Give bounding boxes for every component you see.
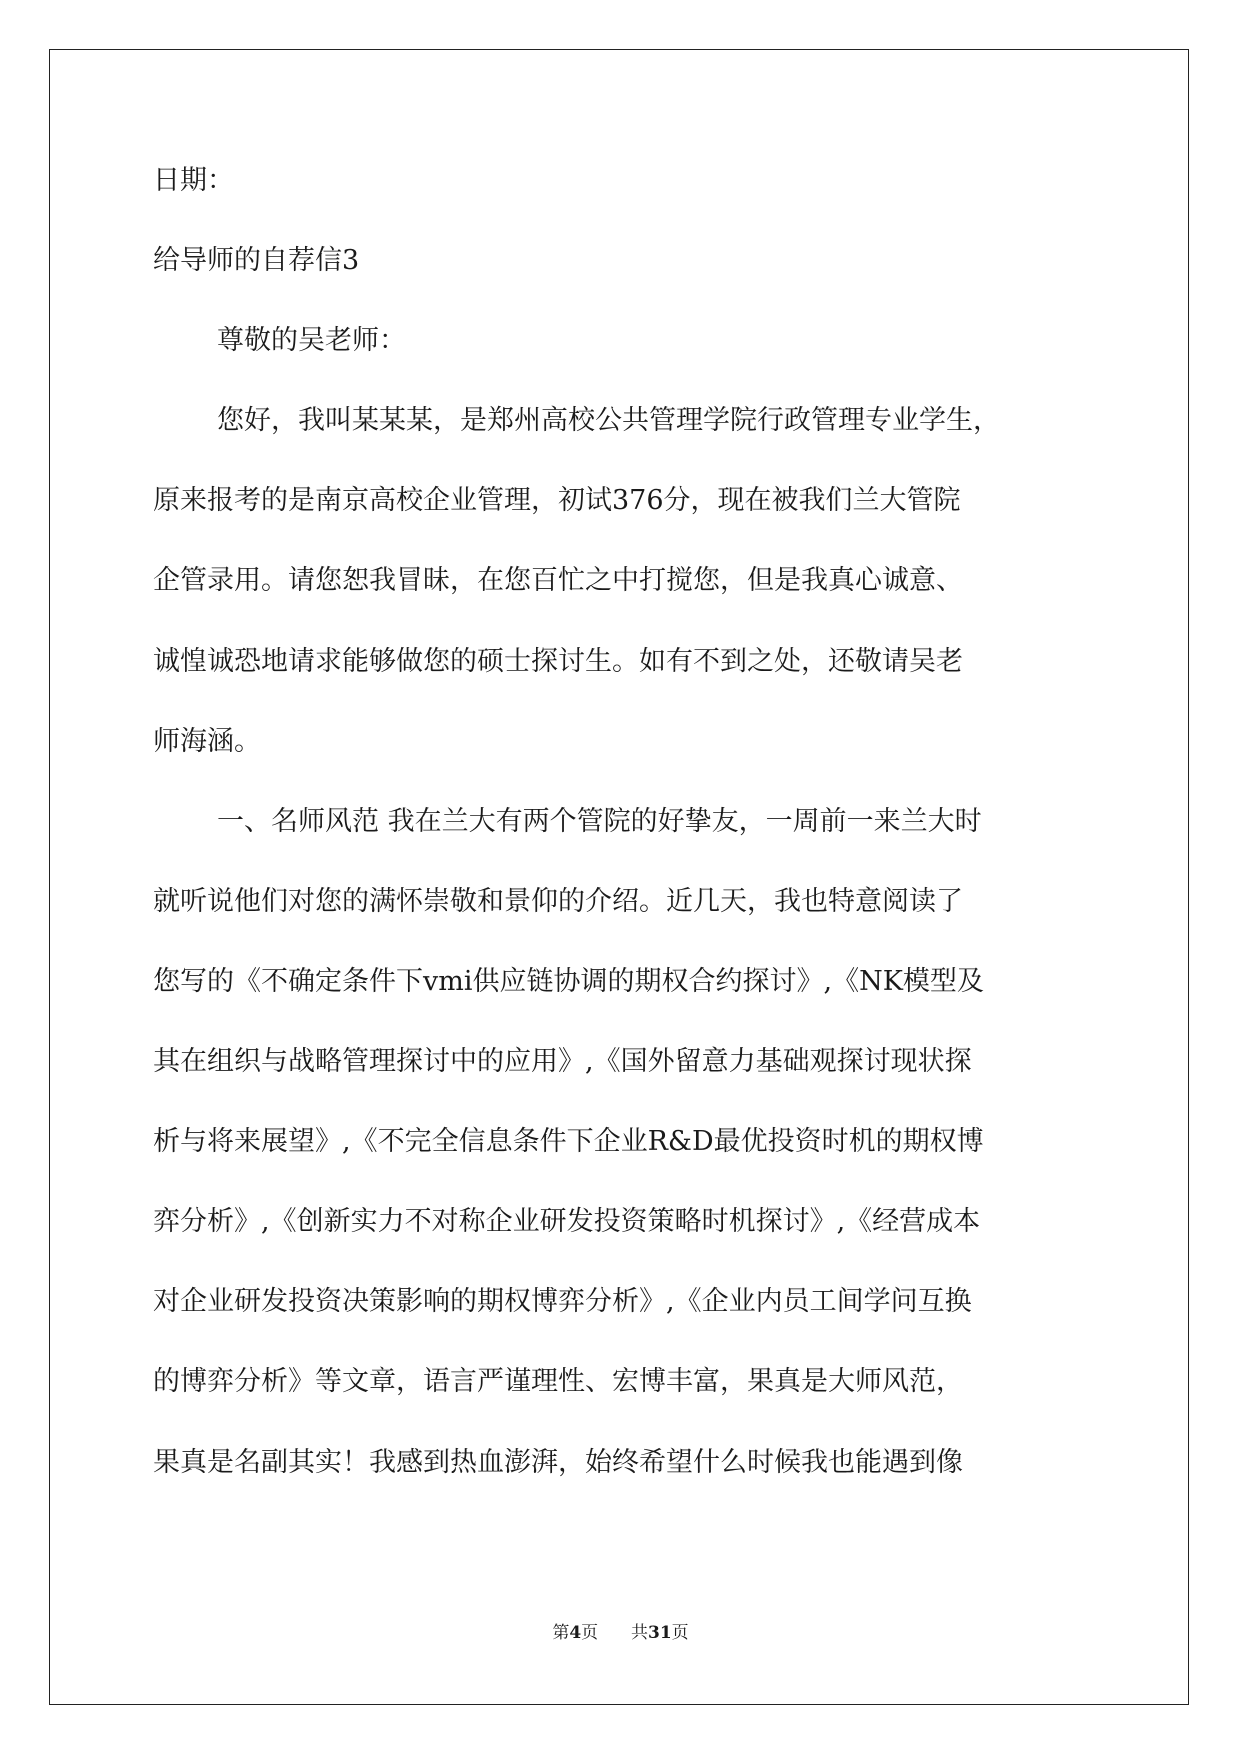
letter-title: 给导师的自荐信3 [153, 245, 360, 277]
text-line: 诚惶诚恐地请求能够做您的硕士探讨生。如有不到之处，还敬请吴老 [153, 645, 963, 677]
page-total [631, 1623, 689, 1643]
text-line: 的博弈分析》等文章，语言严谨理性、宏博丰富，果真是大师风范， [153, 1366, 963, 1398]
text-line: 一、名师风范 我在兰大有两个管院的好挚友，一周前一来兰大时 [217, 805, 982, 837]
paragraph-introduction [153, 406, 1093, 756]
page-footer [0, 1623, 1241, 1643]
text-line: 就听说他们对您的满怀崇敬和景仰的介绍。近几天，我也特意阅读了 [153, 885, 963, 917]
page-unit: 页 [581, 1623, 599, 1643]
text-line: 其在组织与战略管理探讨中的应用》,《国外留意力基础观探讨现状探 [153, 1046, 972, 1078]
text-line: 您写的《不确定条件下vmi供应链协调的期权合约探讨》,《NK模型及 [153, 965, 984, 997]
salutation: 尊敬的吴老师： [217, 325, 406, 357]
total-count: 31 [647, 1623, 672, 1643]
paragraph-mentor-style [153, 807, 1093, 1478]
text-line: 对企业研发投资决策影响的期权博弈分析》,《企业内员工间学问互换 [153, 1286, 972, 1318]
page-number [552, 1623, 603, 1643]
text-line: 析与将来展望》,《不完全信息条件下企业R&D最优投资时机的期权博 [153, 1126, 984, 1158]
total-prefix: 共 [630, 1623, 648, 1643]
text-line: 弈分析》,《创新实力不对称企业研发投资策略时机探讨》,《经营成本 [153, 1206, 981, 1238]
page-current: 4 [569, 1623, 582, 1643]
text-line: 果真是名副其实！我感到热血澎湃，始终希望什么时候我也能遇到像 [153, 1446, 963, 1478]
date-label: 日期： [153, 165, 234, 196]
text-line: 师海涵。 [153, 725, 261, 757]
text-line: 企管录用。请您恕我冒昧，在您百忙之中打搅您，但是我真心诚意、 [153, 565, 963, 597]
total-unit: 页 [671, 1623, 689, 1643]
document-body [153, 166, 1093, 1528]
text-line: 您好，我叫某某某，是郑州高校公共管理学院行政管理专业学生， [217, 405, 1000, 437]
text-line: 原来报考的是南京高校企业管理，初试376分，现在被我们兰大管院 [153, 485, 961, 517]
page-prefix: 第 [552, 1623, 570, 1643]
